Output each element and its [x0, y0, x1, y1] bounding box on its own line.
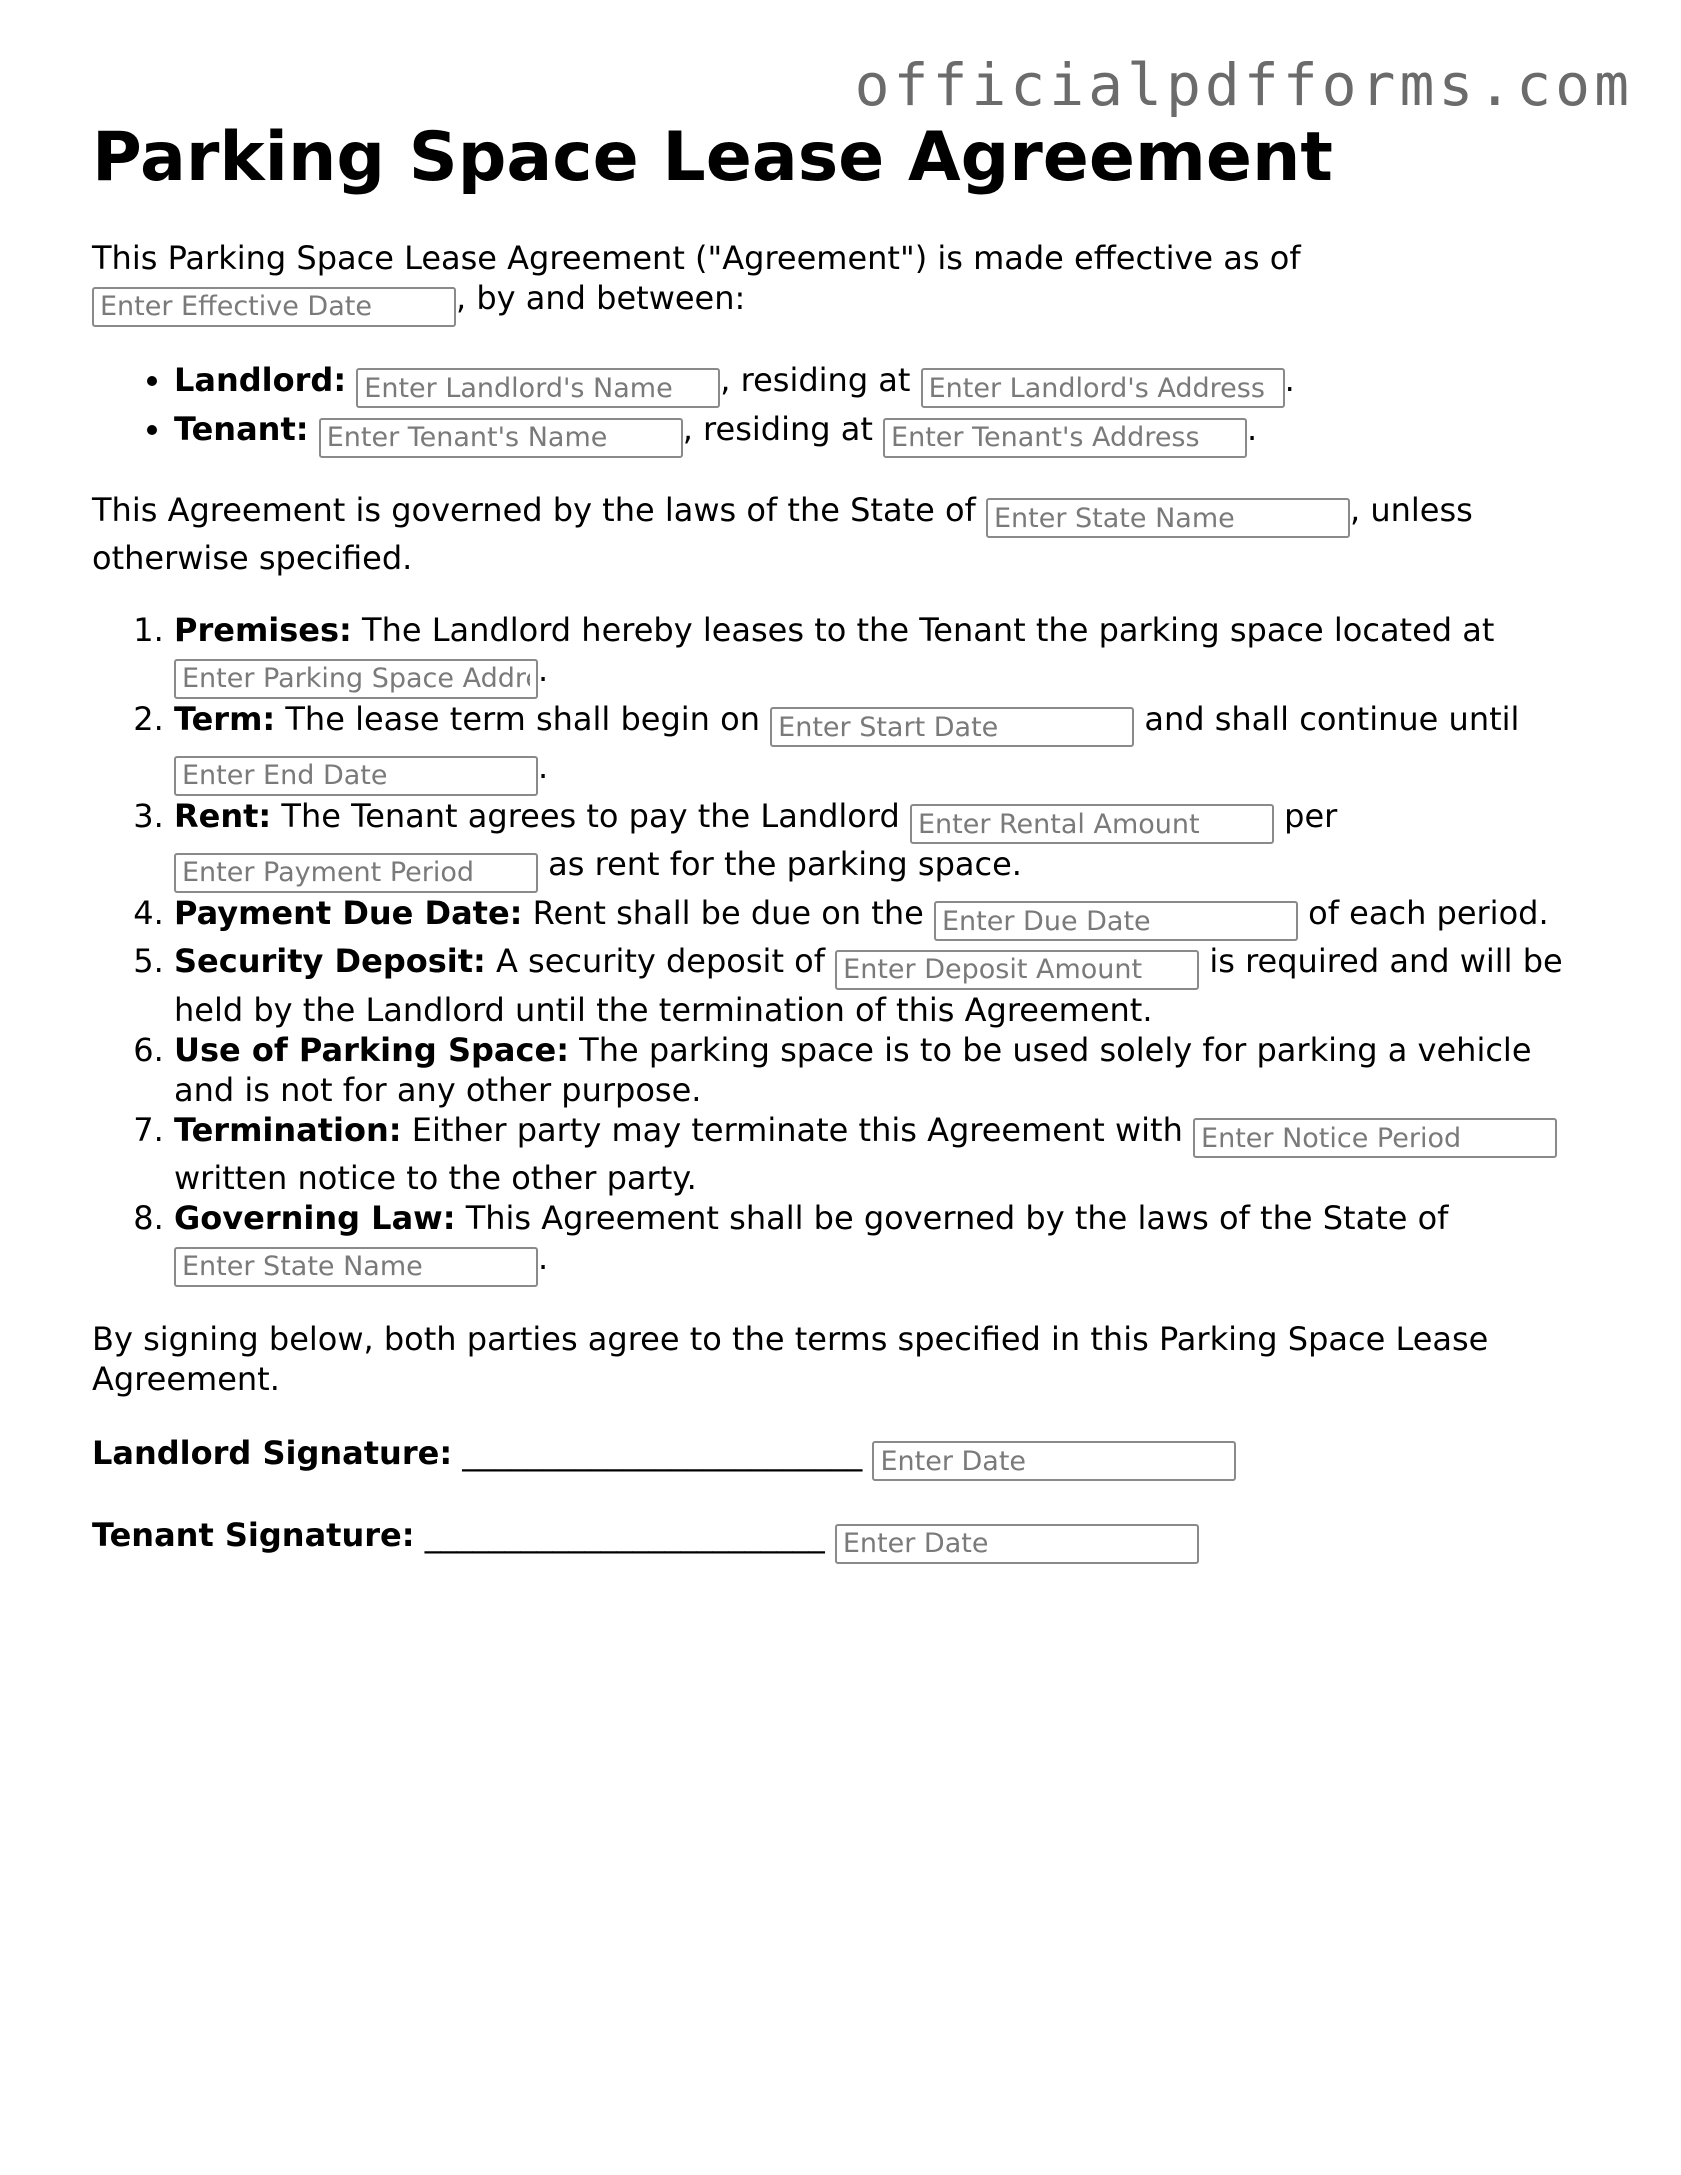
payment-period-input[interactable]: [174, 853, 538, 893]
term-text: The lease term shall begin on: [285, 699, 760, 738]
watermark: officialpdfforms.com: [854, 51, 1633, 119]
tenant-name-input[interactable]: [319, 418, 683, 458]
term-governing-law: [174, 1198, 1592, 1287]
term-rent: [174, 796, 1592, 893]
landlord-date-input[interactable]: [872, 1441, 1236, 1481]
due-text-2: of each period.: [1308, 893, 1549, 932]
term-term: [174, 699, 1592, 796]
term-security-deposit: [174, 941, 1592, 1030]
tenant-signature-row: [92, 1513, 1592, 1564]
termination-label: Termination:: [174, 1110, 402, 1149]
tenant-signature-line[interactable]: _________________________: [424, 1516, 825, 1554]
governing-text: This Agreement is governed by the laws of the State of: [92, 490, 976, 529]
law-label: Governing Law:: [174, 1199, 456, 1237]
parties-list: [92, 359, 1592, 458]
notice-period-input[interactable]: [1193, 1118, 1557, 1158]
signing-paragraph: By signing below, both parties agree to the terms specified in this Parking Space Lease Agreement.: [92, 1319, 1489, 1398]
term-use: [174, 1030, 1592, 1110]
state-name-input[interactable]: [986, 498, 1350, 538]
deposit-text: A security deposit of: [495, 942, 825, 980]
landlord-address-input[interactable]: [921, 368, 1285, 408]
period: .: [538, 651, 549, 689]
termination-text-2: written notice to the other party.: [174, 1159, 697, 1197]
document: [92, 118, 1592, 1596]
tenant-address-input[interactable]: [883, 418, 1247, 458]
rent-label: Rent:: [174, 796, 272, 835]
use-label: Use of Parking Space:: [174, 1030, 569, 1069]
period: .: [1284, 360, 1295, 399]
residing-at-text: , residing at: [682, 410, 873, 448]
terms-list: [92, 610, 1592, 1287]
period: .: [538, 1239, 549, 1277]
rent-text-3: as rent for the parking space.: [548, 845, 1022, 883]
deposit-label: Security Deposit:: [174, 942, 486, 980]
term-termination: [174, 1110, 1592, 1199]
intro-text-after: , by and between:: [456, 279, 746, 317]
termination-text: Either party may terminate this Agreement with: [411, 1110, 1183, 1149]
effective-date-input[interactable]: [92, 287, 456, 327]
premises-label: Premises:: [174, 611, 352, 649]
intro-text: This Parking Space Lease Agreement ("Agreement") is made effective as of: [92, 239, 1301, 277]
page-title: Parking Space Lease Agreement: [92, 118, 1333, 197]
governing-paragraph: [92, 490, 1592, 579]
landlord-signature-label: Landlord Signature:: [92, 1433, 453, 1472]
law-text: This Agreement shall be governed by the laws of the State of: [465, 1199, 1449, 1237]
deposit-text-2: is required and will be held by the Landlord until the termination of this Agreement.: [174, 942, 1563, 1029]
landlord-signature-row: [92, 1431, 1592, 1482]
premises-text: The Landlord hereby leases to the Tenant the parking space located at: [362, 611, 1495, 649]
tenant-item: [174, 408, 1592, 458]
rent-text: The Tenant agrees to pay the Landlord: [281, 796, 900, 835]
term-text-2: and shall continue until: [1144, 699, 1520, 738]
deposit-amount-input[interactable]: [835, 950, 1199, 990]
rent-text-2: per: [1284, 796, 1338, 835]
term-premises: [174, 610, 1592, 699]
due-label: Payment Due Date:: [174, 893, 523, 932]
law-state-input[interactable]: [174, 1247, 538, 1287]
parking-space-address-input[interactable]: [174, 659, 538, 699]
term-label: Term:: [174, 699, 276, 738]
landlord-signature-line[interactable]: _________________________: [462, 1433, 863, 1472]
term-payment-due: [174, 893, 1592, 942]
tenant-label: Tenant:: [174, 410, 309, 448]
landlord-item: [174, 359, 1592, 409]
due-text: Rent shall be due on the: [532, 893, 924, 932]
landlord-name-input[interactable]: [356, 368, 720, 408]
tenant-date-input[interactable]: [835, 1524, 1199, 1564]
landlord-label: Landlord:: [174, 360, 347, 399]
rental-amount-input[interactable]: [910, 804, 1274, 844]
period: .: [538, 748, 549, 786]
use-text: The parking space is to be used solely for parking a vehicle and is not for any other purpose.: [174, 1030, 1532, 1109]
start-date-input[interactable]: [770, 707, 1134, 747]
end-date-input[interactable]: [174, 756, 538, 796]
intro-paragraph: [92, 238, 1592, 327]
governing-text-after: , unless otherwise specified.: [92, 490, 1473, 577]
tenant-signature-label: Tenant Signature:: [92, 1516, 415, 1554]
due-date-input[interactable]: [934, 901, 1298, 941]
residing-at-text: , residing at: [720, 360, 911, 399]
period: .: [1247, 410, 1258, 448]
